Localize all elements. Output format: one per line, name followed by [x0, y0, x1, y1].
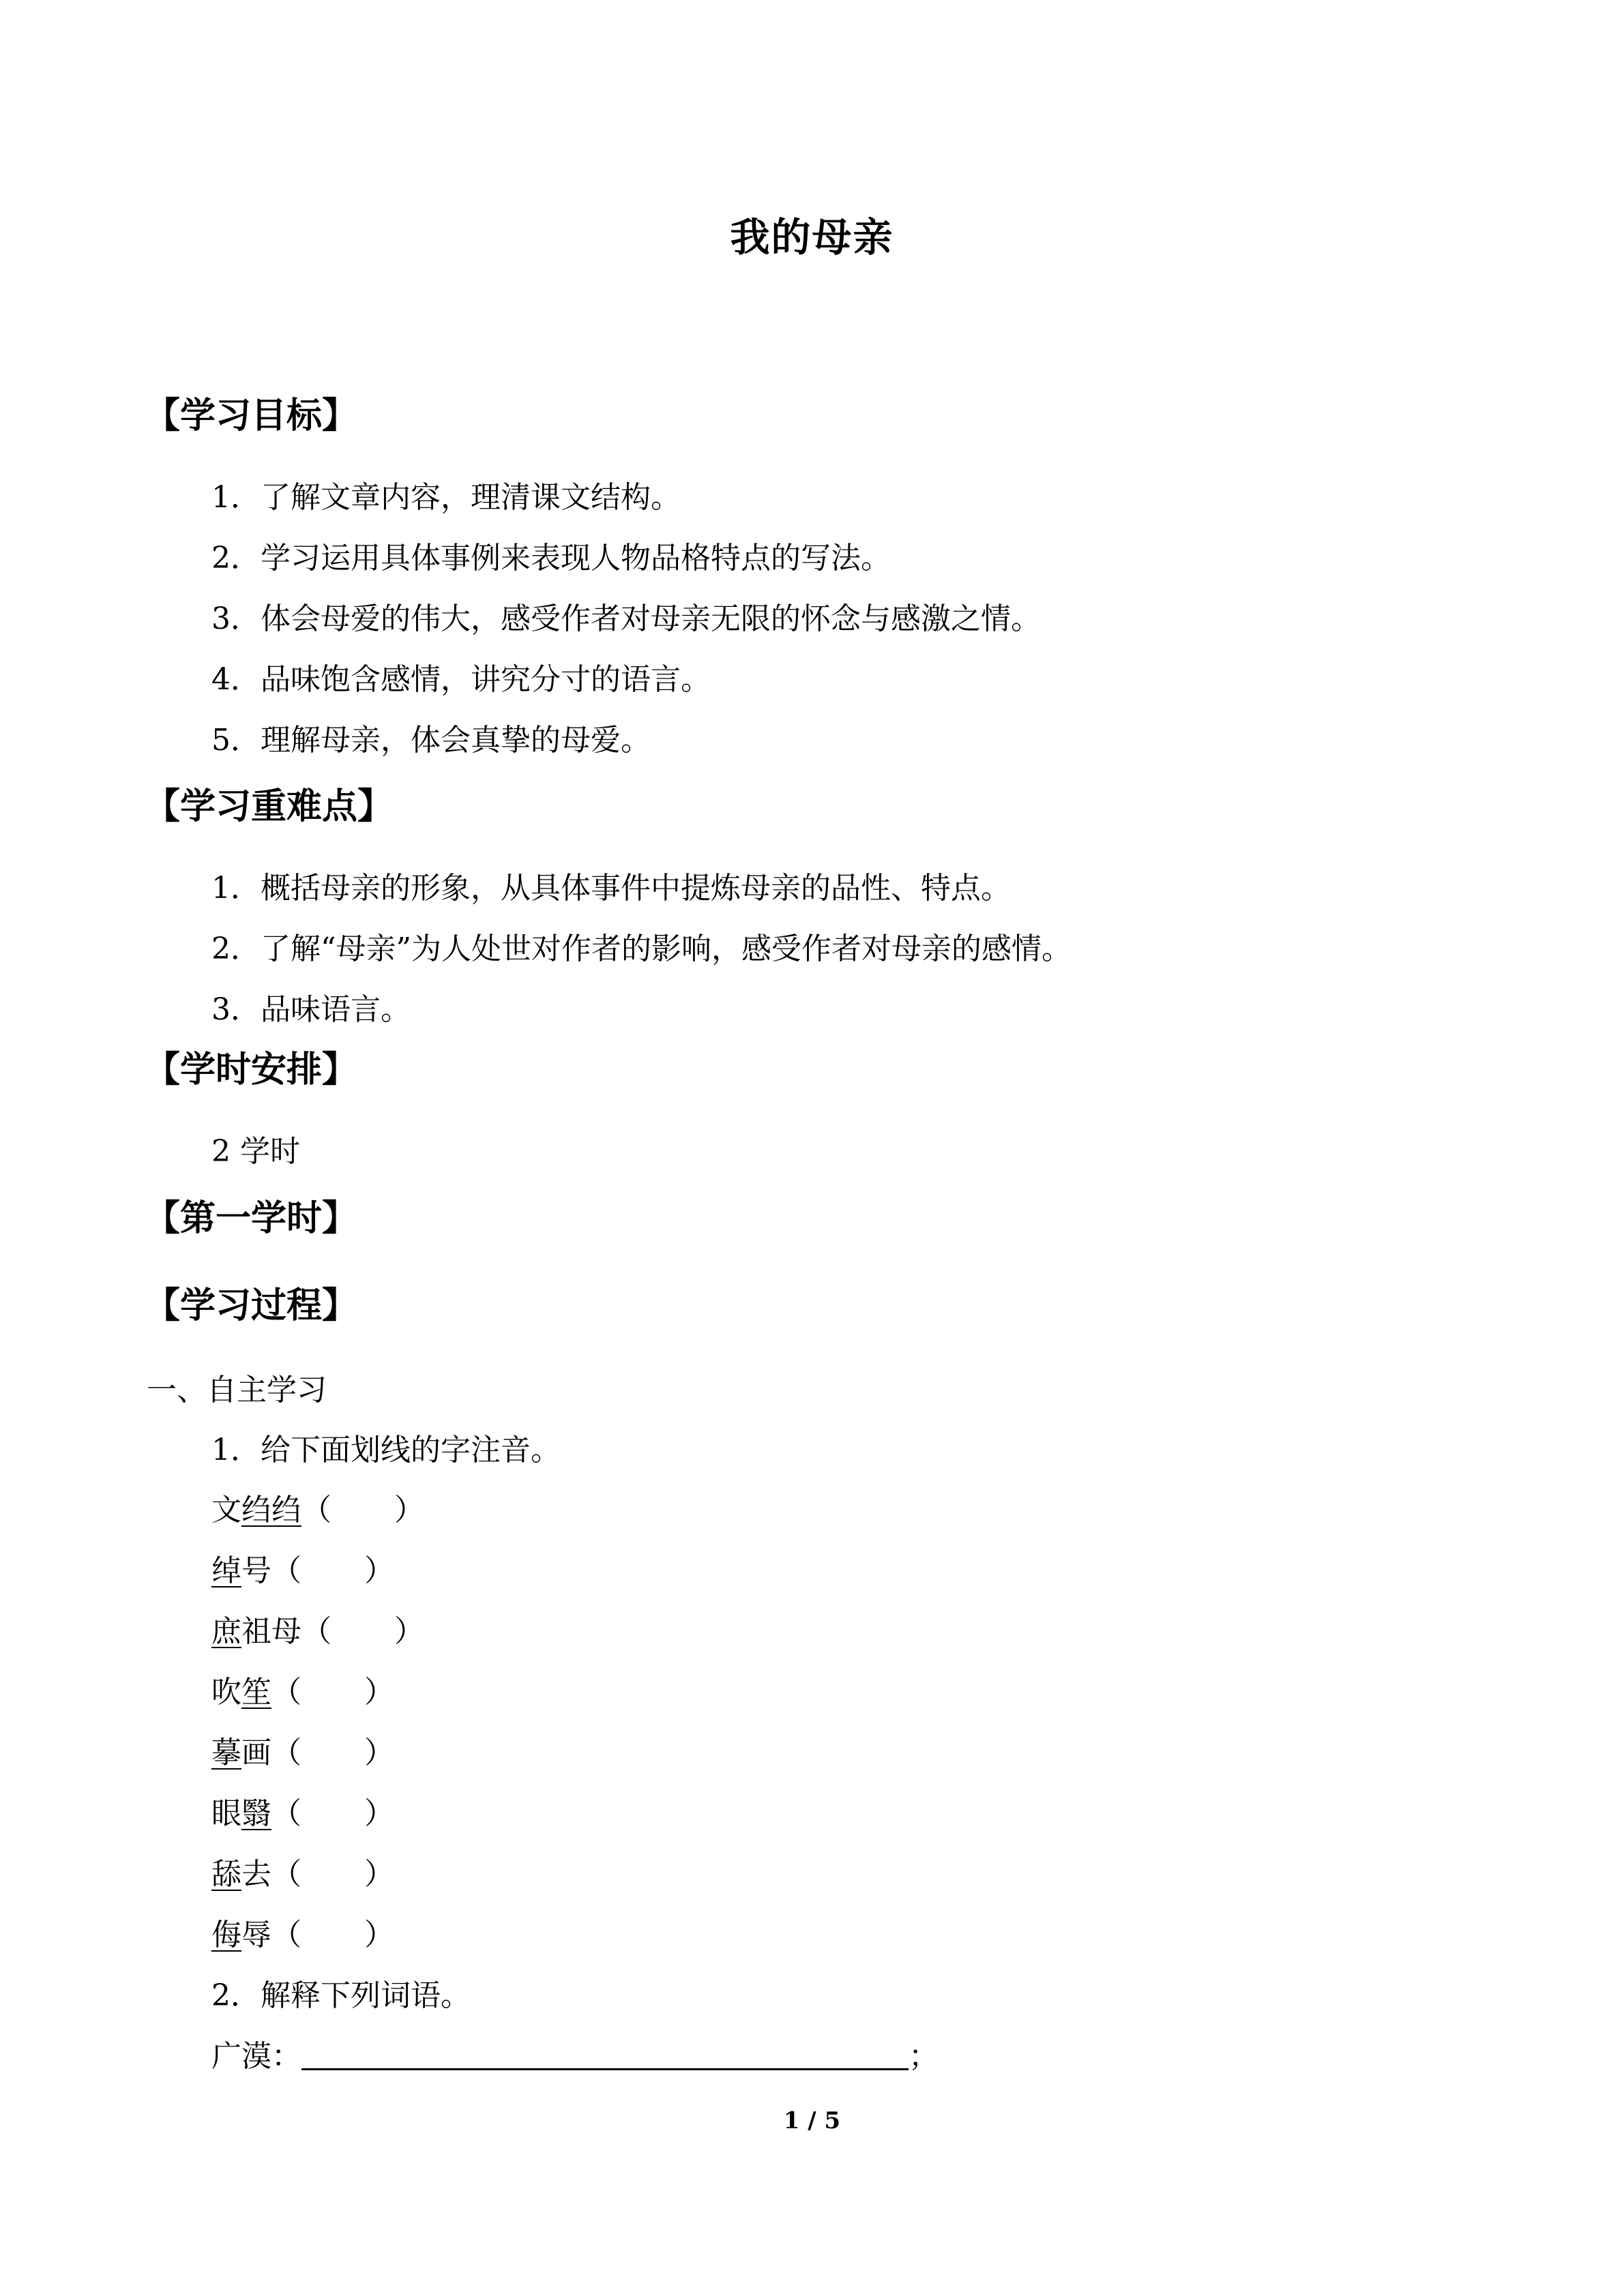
pinyin-item [211, 1854, 394, 1895]
answer-paren-close: ） [364, 1857, 394, 1892]
question1-title: 1．给下面划线的字注音。 [211, 1433, 561, 1467]
pinyin-item [211, 1490, 424, 1531]
objective-item: 5．理解母亲，体会真挚的母爱。 [211, 723, 651, 758]
key-points-heading: 【学习重难点】 [145, 786, 394, 827]
schedule-heading: 【学时安排】 [145, 1049, 358, 1090]
objective-item: 1．了解文章内容，理清课文结构。 [211, 480, 681, 515]
underlined-character: 侮 [211, 1918, 241, 1952]
first-period-heading: 【第一学时】 [145, 1197, 358, 1239]
answer-paren-close: ） [364, 1735, 394, 1770]
pinyin-item-suffix: 去 [241, 1857, 271, 1892]
underlined-character: 绉绉 [241, 1493, 301, 1527]
answer-paren-open: （ [271, 1857, 301, 1892]
part1-title: 一、自主学习 [147, 1373, 327, 1407]
key-point-item: 3．品味语言。 [211, 992, 411, 1027]
pinyin-item [211, 1915, 394, 1956]
answer-paren-open: （ [271, 1918, 301, 1952]
page-title: 我的母亲 [730, 214, 894, 260]
underlined-character: 笙 [241, 1675, 271, 1710]
answer-underline[interactable] [301, 2038, 909, 2070]
pinyin-item-prefix: 文 [211, 1493, 241, 1527]
answer-paren-close: ） [364, 1918, 394, 1952]
pinyin-item [211, 1611, 424, 1652]
process-heading: 【学习过程】 [145, 1285, 358, 1326]
key-point-item: 1．概括母亲的形象，从具体事件中提炼母亲的品性、特点。 [211, 871, 1011, 906]
vocab-word: 广漠： [211, 2039, 301, 2074]
underlined-character: 翳 [241, 1796, 271, 1831]
page-number: 1 / 5 [783, 2107, 841, 2134]
answer-paren-close: ） [364, 1675, 394, 1710]
answer-paren-close: ） [394, 1493, 424, 1527]
pinyin-item-suffix: 画 [241, 1735, 271, 1770]
pinyin-item [211, 1793, 394, 1834]
answer-paren-close: ） [364, 1796, 394, 1831]
objective-item: 2．学习运用具体事例来表现人物品格特点的写法。 [211, 541, 891, 576]
objective-item: 4．品味饱含感情，讲究分寸的语言。 [211, 662, 711, 697]
underlined-character: 摹 [211, 1735, 241, 1770]
pinyin-item-suffix: 号 [241, 1553, 271, 1588]
answer-paren-open: （ [301, 1493, 331, 1527]
pinyin-item [211, 1551, 394, 1592]
schedule-text: 2 学时 [211, 1134, 300, 1169]
answer-paren-open: （ [271, 1796, 301, 1831]
question2-title: 2．解释下列词语。 [211, 1978, 471, 2013]
answer-paren-close: ） [364, 1553, 394, 1588]
answer-paren-close: ） [394, 1614, 424, 1649]
pinyin-item-prefix: 眼 [211, 1796, 241, 1831]
pinyin-item [211, 1733, 394, 1774]
vocab-item [211, 2036, 939, 2077]
underlined-character: 舔 [211, 1857, 241, 1892]
objectives-heading: 【学习目标】 [145, 395, 358, 436]
vocab-end-punct: ； [909, 2039, 939, 2074]
objective-item: 3．体会母爱的伟大，感受作者对母亲无限的怀念与感激之情。 [211, 601, 1041, 636]
pinyin-item-suffix: 辱 [241, 1918, 271, 1952]
underlined-character: 庶 [211, 1614, 241, 1649]
answer-paren-open: （ [271, 1675, 301, 1710]
pinyin-item [211, 1672, 394, 1713]
key-point-item: 2．了解“母亲”为人处世对作者的影响，感受作者对母亲的感情。 [211, 931, 1072, 966]
answer-paren-open: （ [271, 1553, 301, 1588]
underlined-character: 绰 [211, 1553, 241, 1588]
pinyin-item-prefix: 吹 [211, 1675, 241, 1710]
answer-paren-open: （ [271, 1735, 301, 1770]
answer-paren-open: （ [301, 1614, 331, 1649]
pinyin-item-suffix: 祖母 [241, 1614, 301, 1649]
